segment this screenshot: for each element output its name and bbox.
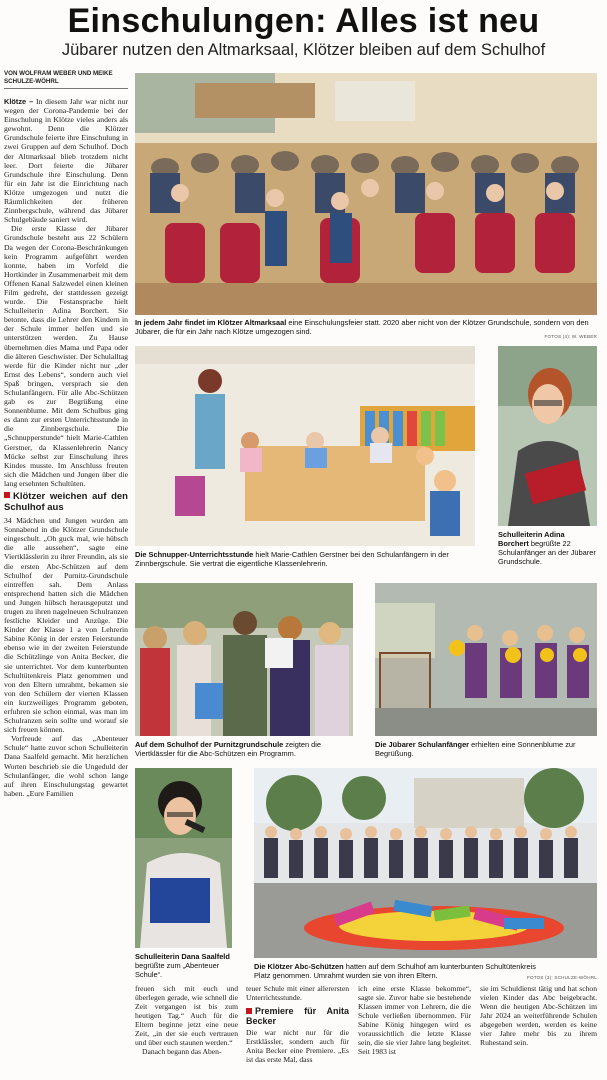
photo-altmarksaal bbox=[135, 73, 597, 315]
paragraph-2: Die erste Klasse der Jübarer Grundschule besteht aus 22 Schülern Da wegen der Corona-Beschränkungen kein Programm aufgeführt werden konnte, haben im Vorfeld die Hortkinder in Zusammenarbeit mit dem Offenen Kanal Salzwedel einen kleinen Film gedreht, der stattdessen gezeigt wurde. Die Festansprache hielt Schulleiterin Adina Borchert. Sie betonte, dass die Lehrer den Kindern in der Schule immer helfen und sie unterstützen werden. Zu Hause übernehmen dies Mama und Papa oder die älteren Geschwister. Der Schulalltag werde für die Kinder nicht nur „der Ernst des Lebens“, sondern auch viel Spaß bringen, versprach sie den Schulanfängern. Für alle Abc-Schützen gab es zur Begrüßung eine Sonnenblume. Mit dem Schulbus ging es dann zur ersten Unterrichtsstunde in die Zinnbergschule. Die „Schnupperstunde“ hielt Marie-Cathlen Gerstner, da Klassenlehrerin Nancy Mücke selbst zur Einschulung ihres Kindes musste. Im Anschluss freuten sich die Mädchen und Jungen über die lang ersehnten Schultüten. bbox=[4, 224, 128, 488]
section-subtitle-premiere: Premiere für Anita Becker bbox=[246, 1006, 349, 1026]
bottom-column-4: sie im Schuldienst tätig und hat schon vielen Kinder das Abc beigebracht. Wenn die heutigen Abc-Schützen im Jahr 2024 an weiterführende Schulen abgegeben werden, werden es keine vier Jahre mehr bis zu ihrem Ruhestand sein. bbox=[480, 984, 597, 1047]
bottom-column-2: teuer Schule mit einer allerersten Unterrichtsstunde. Premiere für Anita Becker Die war nicht nur für die Erstklässler, sondern auch für Anita Becker eine Premiere. „Es ist das erste Mal, dass bbox=[246, 984, 349, 1064]
caption-photo-purnitz-schulhof: Auf dem Schulhof der Purnitzgrundschule zeigten die Viertklässler für die Abc-Schützen ein Programm. bbox=[135, 740, 322, 758]
photo-schnupperstunde bbox=[135, 346, 475, 546]
photo-purnitz-schulhof bbox=[135, 583, 353, 736]
bottom-column-1: freuen sich mit euch und überlegen gerade, wie schnell die Zeit vergangen ist bis zum heutigen Tag.“ Auch für die Eltern beginne jetzt eine neue Zeit, „in der sie euch vertrauen und über euch staunen werden.“ Danach begann das Aben- bbox=[135, 984, 238, 1056]
subheadline: Jübarer nutzen den Altmarksaal, Klötzer bleiben auf dem Schulhof bbox=[61, 41, 546, 59]
left-text-column bbox=[4, 97, 128, 970]
caption-photo-altmarksaal: In jedem Jahr findet im Klötzer Altmarksaal eine Einschulungsfeier statt. 2020 aber nicht von der Klötzer Grundschule, sondern von den Jübarer, die für ein Jahr nach Klötze umgezogen sind. bbox=[135, 318, 589, 336]
bottom-column-3: ich eine erste Klasse bekomme“, sagte sie. Zuvor habe sie bestehende Klassen immer von Lehrern, die die Schule verließen übernommen. Für Sabine König hingegen wird es voraussichtlich die letzte Klasse sein, die sie vier Jahre lang begleitet. Seit 1983 ist bbox=[358, 984, 471, 1056]
photo-schultuetenkreis bbox=[254, 768, 597, 958]
paragraph-4: Vorfreude auf das „Abenteuer Schule“ hatte zuvor schon Schulleiterin Dana Saalfeld gemacht. Mit herzlichen Worten beschrieb sie die Ungeduld der Schulanfänger, die wohl schon lange auf ihren Einschulungstag gewartet haben. „Eure Familien bbox=[4, 734, 128, 798]
photo-adina-borchert bbox=[498, 346, 597, 526]
caption-photo-schnupperstunde: Die Schnupper-Unterrichtsstunde hielt Marie-Cathlen Gerstner bei den Schulanfängern in der Zinnbergschule. Sie vertrat die eigentliche Klassenlehrerin. bbox=[135, 550, 449, 568]
paragraph-1: Klötze – In diesem Jahr war nicht nur wegen der Corona-Pandemie bei der Einschulung in Klötze vieles anders als gewohnt. Denn die Klötzer Grundschule feierte ihre Einschulung in zwei Gruppen auf dem Schulhof. Doch der Altmarksaal blieb trotzdem nicht leer. Dort feierte die Jübarer Grundschule ihre Einschulung. Denn für ein Jahr ist die Einrichtung nach Klötze umgezogen und nutzt die Räumlichkeiten der früheren Zinnbergschule, während das Jübarer Schulgebäude saniert wird. bbox=[4, 97, 128, 225]
section-subtitle: Klötzer weichen auf den Schulhof aus bbox=[4, 491, 128, 513]
photo-dana-saalfeld bbox=[135, 768, 232, 948]
caption-photo-jubarer-sonnenblumen: Die Jübarer Schulanfänger erhielten eine Sonnenblume zur Begrüßung. bbox=[375, 740, 576, 758]
paragraph-3: 34 Mädchen und Jungen wurden am Sonnabend in die Klötzer Grundschule eingeschult. „Oh guck mal, wie hübsch die alle aussehen“, sagte eine Viertklässlerin zu ihrer Freundin, als sie die ersten Abc-Schützen auf dem Schulhof der Purnitz-Grundschule eintreffen sah. Dem Anlass entsprechend hatten sich die Mädchen und Jungen hübsch herausgeputzt und trugen zu ihren nagelneuen Schulranzen festliche Kleider und Anzüge. Die Kinder der Klasse 1 a von Lehrerin Sabine König in der ersten Feierstunde ebenso wie in der zweiten Feierstunde die Schützlinge von Anita Becker, die sie unterrichtet. Vor dem kunterbunten Schultütenkreis Platz genommen und von den Eltern umrahmt, bekamen sie von den Schülern der vierten Klassen ein kurzweiliges Programm geboten, erfuhren sie schon einmal, was man im Schulranzen sein sollte und worauf sie sich freuen können. bbox=[4, 516, 128, 735]
caption-photo-schultuetenkreis: Die Klötzer Abc-Schützen hatten auf dem Schulhof am kunterbunten Schultütenkreis Platz genommen. Umrahmt wurden sie von ihren Eltern. bbox=[254, 962, 536, 980]
photo-jubarer-sonnenblumen bbox=[375, 583, 597, 736]
dateline: Klötze – bbox=[4, 97, 34, 106]
caption-photo-adina-borchert: Schulleiterin Adina Borchert begrüßte 22 Schulanfänger an der Jübarer Grundschule. bbox=[498, 530, 596, 566]
credit-photos-schulze-woehrl: FOTOS (3): SCHULZE-WÖHRL bbox=[526, 975, 597, 980]
bullet-square-icon bbox=[4, 492, 10, 498]
bullet-square-icon bbox=[246, 1008, 252, 1014]
headline: Einschulungen: Alles ist neu bbox=[67, 2, 540, 40]
byline: VON WOLFRAM WEBER UND MEIKE SCHULZE-WÖHRL bbox=[4, 70, 128, 89]
credit-photos-weber: FOTOS (4): W. WEBER bbox=[544, 334, 597, 339]
caption-photo-dana-saalfeld: Schulleiterin Dana Saalfeld begrüßte zum „Abenteuer Schule“. bbox=[135, 952, 230, 979]
